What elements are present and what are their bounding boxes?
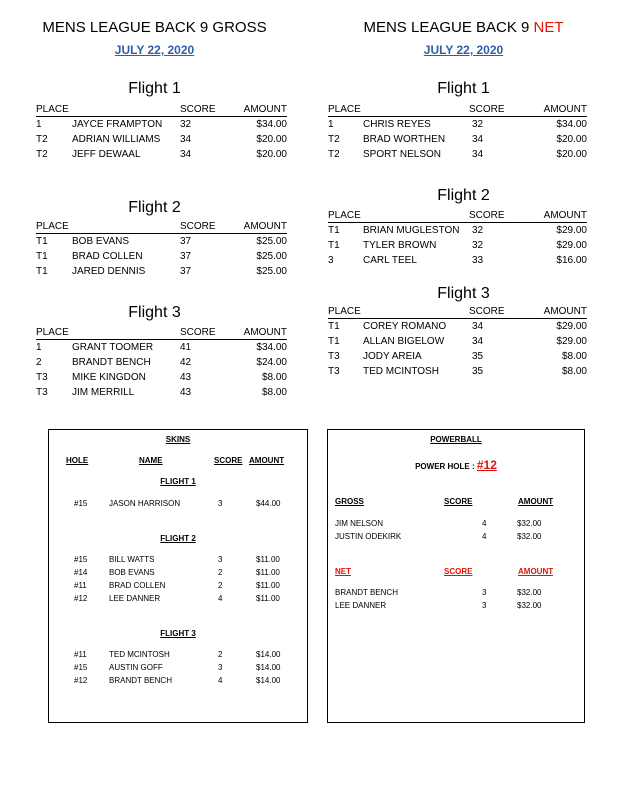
name-cell: JIM MERRILL xyxy=(72,387,135,398)
amount-cell: $34.00 xyxy=(256,119,287,130)
skins-box xyxy=(48,429,308,723)
score-cell: 2 xyxy=(218,650,223,659)
name-cell: ALLAN BIGELOW xyxy=(363,336,445,347)
power-hole-value: #12 xyxy=(476,458,497,472)
name-cell: JASON HARRISON xyxy=(109,499,181,508)
name-cell: BRAD COLLEN xyxy=(72,251,143,262)
table-header xyxy=(328,305,587,319)
score-cell: 32 xyxy=(472,240,484,251)
name-cell: BOB EVANS xyxy=(109,568,155,577)
name-cell: BRAD COLLEN xyxy=(109,581,166,590)
power-hole-label: POWER HOLE : xyxy=(415,462,475,471)
table-row xyxy=(36,148,287,161)
amount-cell: $11.00 xyxy=(256,555,280,564)
place-cell: 1 xyxy=(36,119,42,130)
gross-score-header: SCORE xyxy=(444,497,473,506)
score-cell: 2 xyxy=(218,581,223,590)
amount-cell: $32.00 xyxy=(517,601,542,610)
hole-cell: #11 xyxy=(74,650,87,659)
score-cell: 35 xyxy=(472,366,484,377)
place-header: PLACE xyxy=(328,210,361,221)
score-cell: 4 xyxy=(482,532,487,541)
amount-cell: $44.00 xyxy=(256,499,281,508)
place-header: PLACE xyxy=(328,306,361,317)
score-cell: 2 xyxy=(218,568,223,577)
amount-cell: $8.00 xyxy=(561,366,587,377)
flight-title: Flight 3 xyxy=(437,285,490,302)
gross-amount-header: AMOUNT xyxy=(518,497,554,506)
amount-cell: $11.00 xyxy=(256,594,280,603)
place-cell: T1 xyxy=(328,321,340,332)
place-cell: T3 xyxy=(36,372,48,383)
table-header xyxy=(36,103,287,117)
net-amount-header: AMOUNT xyxy=(518,567,554,576)
name-cell: MIKE KINGDON xyxy=(72,372,146,383)
amount-cell: $32.00 xyxy=(517,588,542,597)
score-cell: 3 xyxy=(218,663,223,672)
place-header: PLACE xyxy=(36,221,69,232)
table-row xyxy=(36,371,287,384)
name-cell: JODY AREIA xyxy=(363,351,422,362)
amount-header: AMOUNT xyxy=(243,104,287,115)
score-cell: 37 xyxy=(180,236,192,247)
name-cell: JEFF DEWAAL xyxy=(72,149,141,160)
amount-cell: $25.00 xyxy=(256,266,287,277)
place-header: PLACE xyxy=(36,327,69,338)
score-cell: 32 xyxy=(180,119,192,130)
name-cell: TED MCINTOSH xyxy=(363,366,439,377)
amount-cell: $25.00 xyxy=(256,236,287,247)
skins-flight-title: FLIGHT 2 xyxy=(160,534,196,543)
table-row xyxy=(328,118,587,131)
score-cell: 34 xyxy=(472,336,484,347)
score-header: SCORE xyxy=(180,104,216,115)
net-label: NET xyxy=(335,567,351,576)
table-row xyxy=(328,239,587,252)
net-score-header: SCORE xyxy=(444,567,473,576)
amount-cell: $34.00 xyxy=(556,119,587,130)
score-cell: 37 xyxy=(180,251,192,262)
score-header: SCORE xyxy=(469,210,505,221)
score-cell: 3 xyxy=(218,555,223,564)
amount-cell: $20.00 xyxy=(256,134,287,145)
score-cell: 33 xyxy=(472,255,484,266)
score-header: SCORE xyxy=(469,104,505,115)
place-cell: 3 xyxy=(328,255,334,266)
table-row xyxy=(36,235,287,248)
hole-cell: #15 xyxy=(74,663,88,672)
score-cell: 3 xyxy=(218,499,223,508)
hole-cell: #15 xyxy=(74,555,88,564)
name-cell: COREY ROMANO xyxy=(363,321,447,332)
table-row xyxy=(328,148,587,161)
amount-header: AMOUNT xyxy=(249,456,285,465)
amount-cell: $20.00 xyxy=(556,149,587,160)
place-cell: T3 xyxy=(328,351,340,362)
place-cell: 2 xyxy=(36,357,42,368)
amount-cell: $29.00 xyxy=(556,240,587,251)
amount-cell: $8.00 xyxy=(561,351,587,362)
name-cell: AUSTIN GOFF xyxy=(109,663,163,672)
amount-cell: $29.00 xyxy=(556,225,587,236)
score-cell: 34 xyxy=(180,134,192,145)
flight-title: Flight 2 xyxy=(128,199,181,216)
name-cell: BOB EVANS xyxy=(72,236,130,247)
place-cell: T3 xyxy=(36,387,48,398)
score-cell: 4 xyxy=(218,594,223,603)
skins-flight-title: FLIGHT 1 xyxy=(160,477,196,486)
amount-header: AMOUNT xyxy=(543,210,587,221)
name-cell: CHRIS REYES xyxy=(363,119,431,130)
amount-cell: $16.00 xyxy=(556,255,587,266)
amount-cell: $11.00 xyxy=(256,581,280,590)
score-cell: 32 xyxy=(472,225,484,236)
amount-header: AMOUNT xyxy=(543,104,587,115)
name-cell: JAYCE FRAMPTON xyxy=(72,119,163,130)
table-row xyxy=(328,365,587,378)
score-cell: 4 xyxy=(218,676,223,685)
score-cell: 35 xyxy=(472,351,484,362)
hole-cell: #12 xyxy=(74,676,88,685)
place-cell: T3 xyxy=(328,366,340,377)
powerball-box xyxy=(327,429,585,723)
name-cell: ADRIAN WILLIAMS xyxy=(72,134,161,145)
net-title-main: MENS LEAGUE BACK 9 xyxy=(363,19,530,36)
score-cell: 34 xyxy=(180,149,192,160)
place-cell: T1 xyxy=(328,240,340,251)
amount-cell: $8.00 xyxy=(261,387,287,398)
name-cell: LEE DANNER xyxy=(335,601,387,610)
name-cell: JUSTIN ODEKIRK xyxy=(335,532,402,541)
table-row xyxy=(328,254,587,267)
table-row xyxy=(36,133,287,146)
score-header: SCORE xyxy=(180,221,216,232)
score-cell: 3 xyxy=(482,601,487,610)
name-cell: SPORT NELSON xyxy=(363,149,441,160)
hole-cell: #15 xyxy=(74,499,88,508)
name-cell: TYLER BROWN xyxy=(363,240,437,251)
score-cell: 34 xyxy=(472,149,484,160)
table-row xyxy=(328,350,587,363)
table-header xyxy=(36,220,287,234)
place-cell: T2 xyxy=(36,149,48,160)
amount-cell: $14.00 xyxy=(256,663,281,672)
name-cell: BILL WATTS xyxy=(109,555,155,564)
score-header: SCORE xyxy=(180,327,216,338)
amount-header: AMOUNT xyxy=(243,221,287,232)
table-row xyxy=(36,250,287,263)
place-cell: T1 xyxy=(36,236,48,247)
hole-header: HOLE xyxy=(66,456,89,465)
gross-date: JULY 22, 2020 xyxy=(114,43,195,57)
table-row xyxy=(328,133,587,146)
skins-title: SKINS xyxy=(165,435,191,444)
net-title xyxy=(309,19,618,36)
amount-cell: $29.00 xyxy=(556,336,587,347)
amount-cell: $29.00 xyxy=(556,321,587,332)
powerball-title: POWERBALL xyxy=(430,435,482,444)
name-cell: BRAD WORTHEN xyxy=(363,134,446,145)
place-cell: 1 xyxy=(36,342,42,353)
score-header: SCORE xyxy=(469,306,505,317)
score-cell: 32 xyxy=(472,119,484,130)
score-cell: 43 xyxy=(180,387,192,398)
hole-cell: #12 xyxy=(74,594,88,603)
score-cell: 3 xyxy=(482,588,487,597)
name-cell: TED MCINTOSH xyxy=(109,650,170,659)
power-hole xyxy=(328,458,584,472)
amount-cell: $34.00 xyxy=(256,342,287,353)
score-cell: 42 xyxy=(180,357,192,368)
place-cell: T1 xyxy=(36,251,48,262)
amount-cell: $11.00 xyxy=(256,568,280,577)
amount-cell: $20.00 xyxy=(256,149,287,160)
place-header: PLACE xyxy=(328,104,361,115)
flight-title: Flight 2 xyxy=(437,187,490,204)
flight-title: Flight 1 xyxy=(128,80,181,97)
place-cell: T2 xyxy=(328,134,340,145)
amount-cell: $32.00 xyxy=(517,532,542,541)
flight-title: Flight 3 xyxy=(128,304,181,321)
score-header: SCORE xyxy=(214,456,243,465)
name-cell: BRANDT BENCH xyxy=(109,676,172,685)
table-header xyxy=(328,209,587,223)
table-row xyxy=(36,356,287,369)
place-cell: 1 xyxy=(328,119,334,130)
name-cell: BRANDT BENCH xyxy=(335,588,398,597)
amount-header: AMOUNT xyxy=(543,306,587,317)
table-row xyxy=(328,335,587,348)
name-cell: GRANT TOOMER xyxy=(72,342,154,353)
score-cell: 41 xyxy=(180,342,192,353)
score-cell: 34 xyxy=(472,134,484,145)
place-cell: T2 xyxy=(328,149,340,160)
amount-cell: $24.00 xyxy=(256,357,287,368)
name-cell: CARL TEEL xyxy=(363,255,417,266)
amount-header: AMOUNT xyxy=(243,327,287,338)
table-row xyxy=(36,118,287,131)
hole-cell: #14 xyxy=(74,568,88,577)
table-header xyxy=(328,103,587,117)
amount-cell: $25.00 xyxy=(256,251,287,262)
amount-cell: $8.00 xyxy=(261,372,287,383)
flight-title: Flight 1 xyxy=(437,80,490,97)
table-header xyxy=(36,326,287,340)
amount-cell: $20.00 xyxy=(556,134,587,145)
score-cell: 4 xyxy=(482,519,487,528)
score-cell: 37 xyxy=(180,266,192,277)
score-cell: 43 xyxy=(180,372,192,383)
place-cell: T2 xyxy=(36,134,48,145)
gross-label: GROSS xyxy=(335,497,364,506)
table-row xyxy=(36,265,287,278)
hole-cell: #11 xyxy=(74,581,87,590)
score-cell: 34 xyxy=(472,321,484,332)
place-cell: T1 xyxy=(328,225,340,236)
name-cell: BRIAN MUGLESTON xyxy=(363,225,460,236)
table-row xyxy=(36,341,287,354)
amount-cell: $14.00 xyxy=(256,650,281,659)
amount-cell: $14.00 xyxy=(256,676,281,685)
name-header: NAME xyxy=(139,456,163,465)
place-header: PLACE xyxy=(36,104,69,115)
net-date: JULY 22, 2020 xyxy=(423,43,504,57)
name-cell: JIM NELSON xyxy=(335,519,384,528)
table-row xyxy=(328,320,587,333)
net-title-accent: NET xyxy=(533,19,564,36)
skins-flight-title: FLIGHT 3 xyxy=(160,629,196,638)
place-cell: T1 xyxy=(36,266,48,277)
place-cell: T1 xyxy=(328,336,340,347)
table-row xyxy=(328,224,587,237)
gross-title: MENS LEAGUE BACK 9 GROSS xyxy=(42,19,267,36)
name-cell: BRANDT BENCH xyxy=(72,357,151,368)
name-cell: JARED DENNIS xyxy=(72,266,146,277)
amount-cell: $32.00 xyxy=(517,519,542,528)
table-row xyxy=(36,386,287,399)
name-cell: LEE DANNER xyxy=(109,594,161,603)
